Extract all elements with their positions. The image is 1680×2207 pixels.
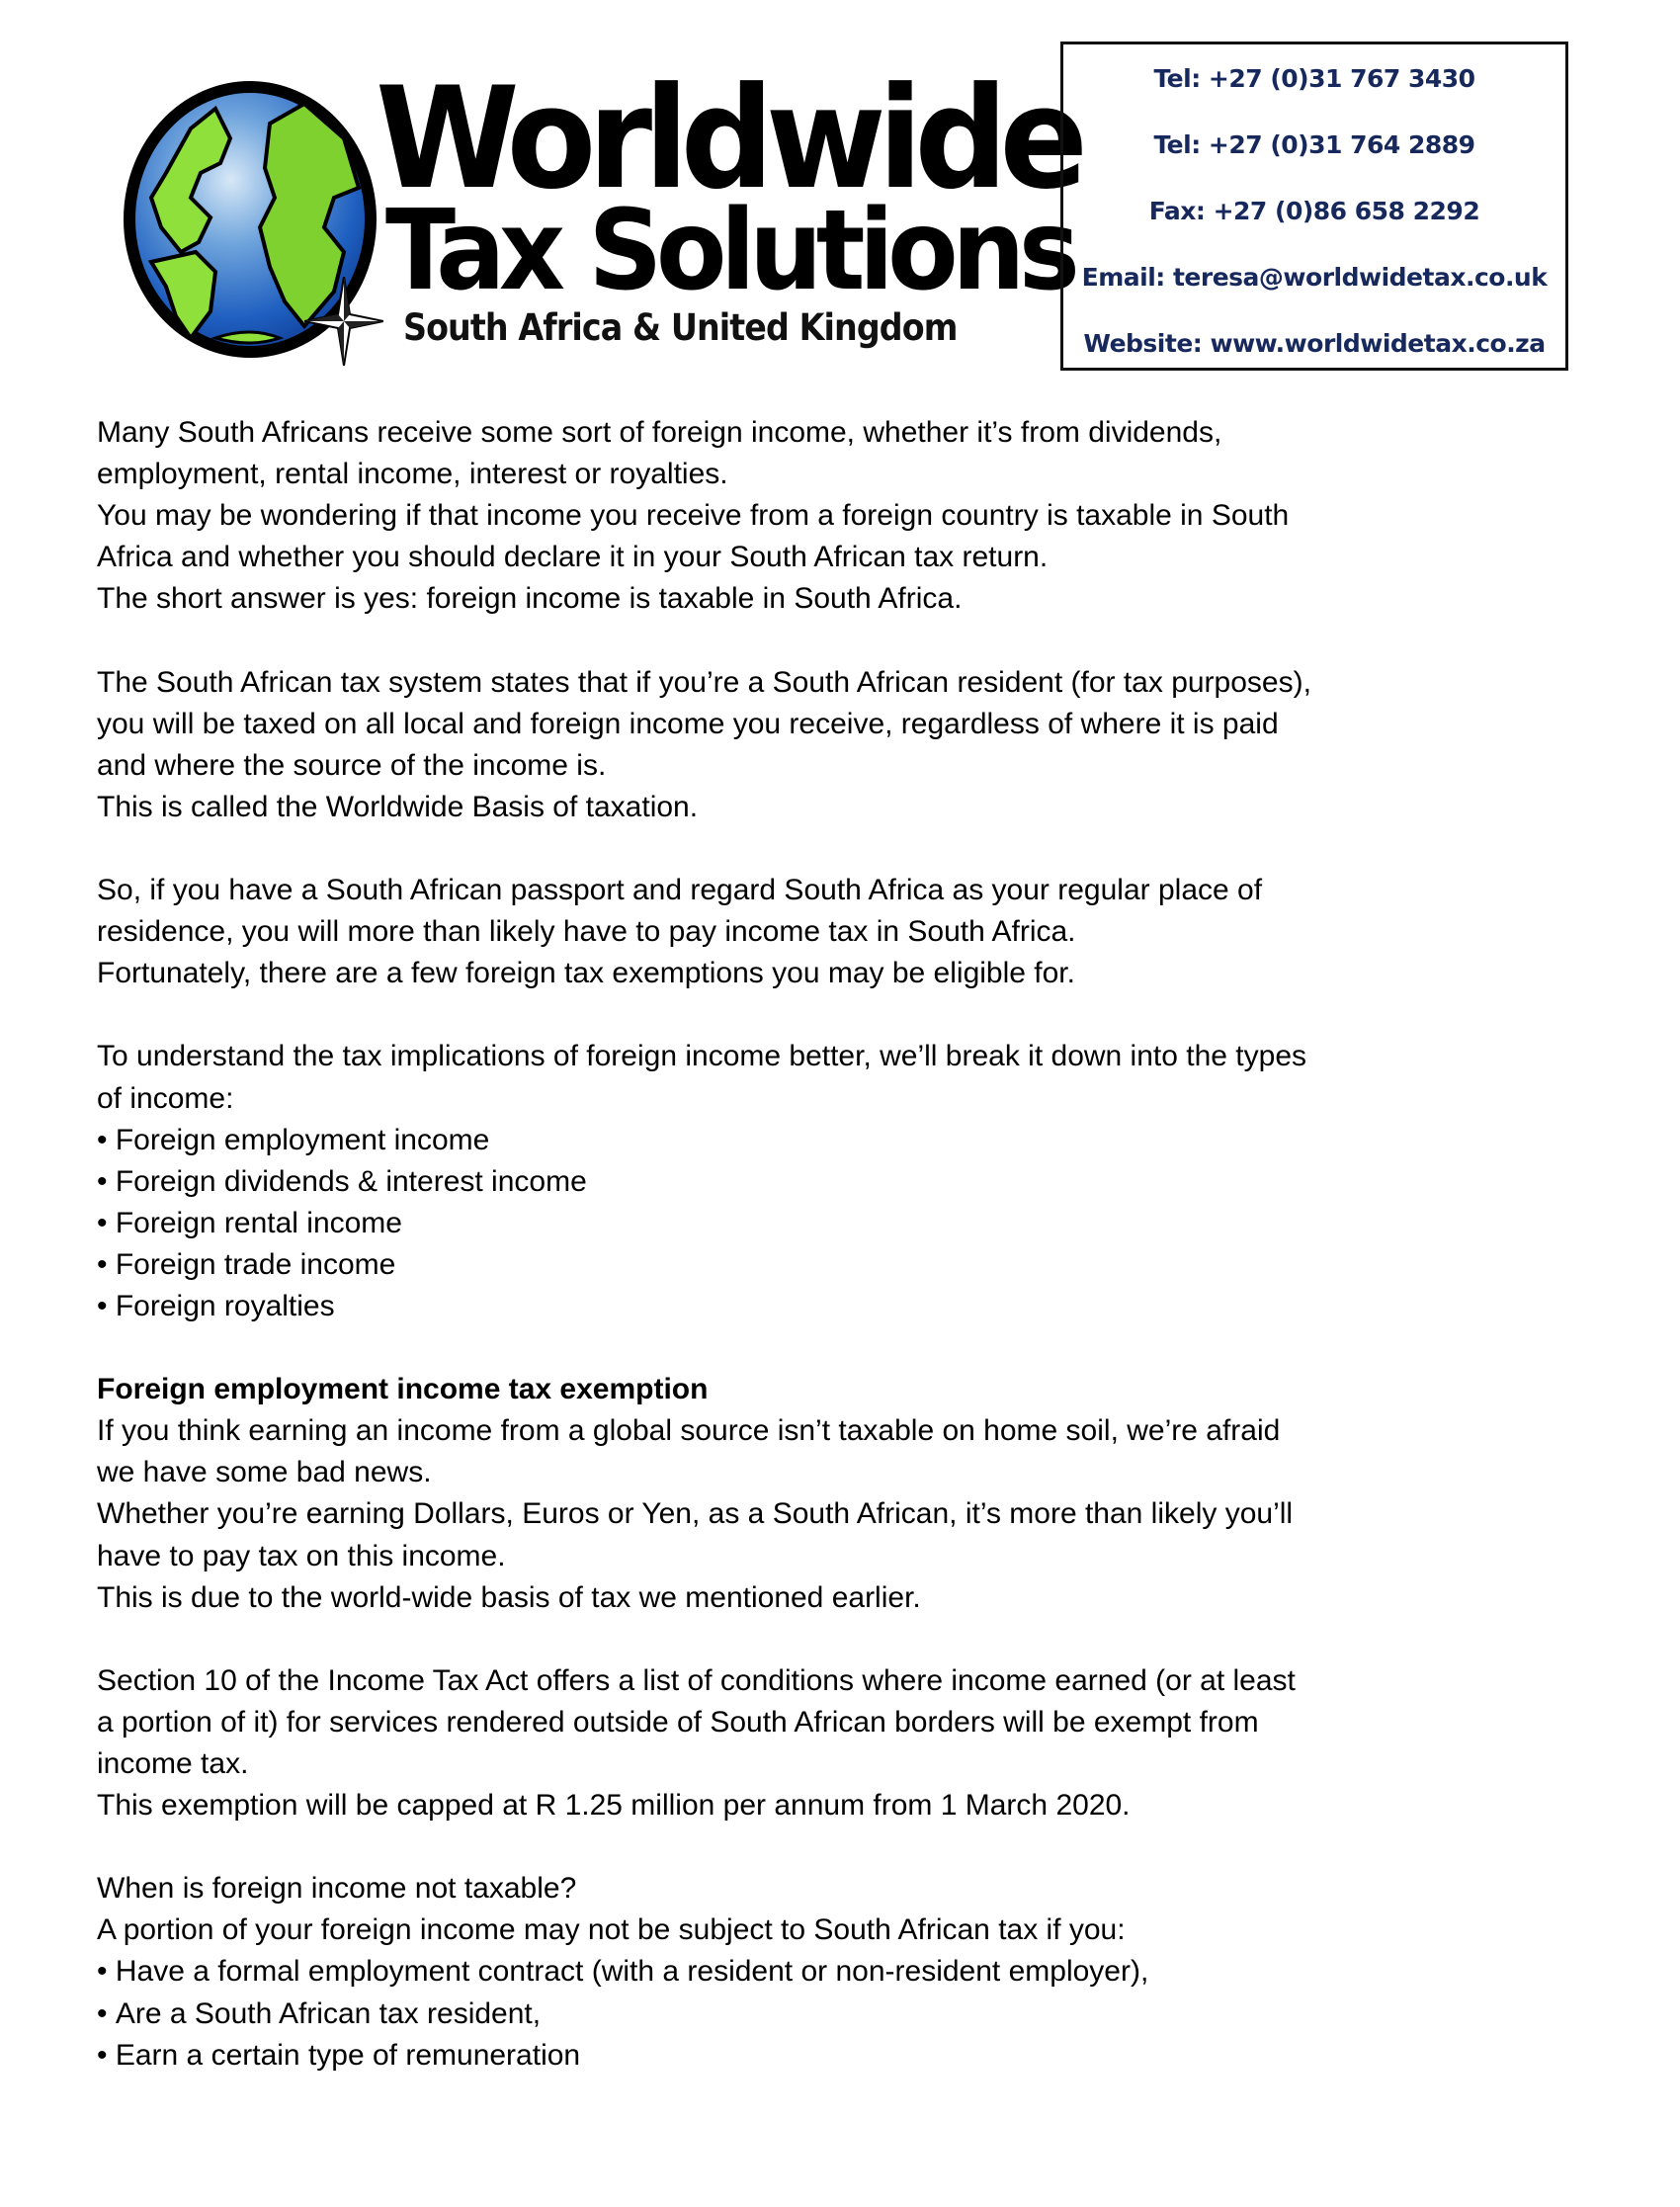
income-type-item: • Foreign dividends & interest income [97,1161,1619,1203]
section-heading: Foreign employment income tax exemption [97,1373,709,1406]
text-line: The short answer is yes: foreign income is taxable in South Africa. [97,582,963,616]
text-line: You may be wondering if that income you receive from a foreign country is taxable in South [97,499,1290,533]
contact-website[interactable]: Website: www.worldwidetax.co.za [1083,329,1546,358]
text-line: income tax. [97,1747,249,1780]
paragraph-intro [97,412,1619,620]
paragraph-gap [97,1619,1619,1660]
company-logo [117,57,1080,376]
text-line: This is called the Worldwide Basis of taxation. [97,790,699,823]
text-line: To understand the tax implications of foreign income better, we’ll break it down into the types [97,1040,1307,1073]
text-line: a portion of it) for services rendered outside of South African borders will be exempt from [97,1705,1259,1739]
text-line: If you think earning an income from a global source isn’t taxable on home soil, we’re afraid [97,1414,1281,1448]
article-body [97,412,1619,2077]
paragraph-gap [97,828,1619,870]
paragraph-income-types [97,1036,1619,1327]
paragraph-gap [97,994,1619,1036]
text-line: we have some bad news. [97,1456,432,1489]
text-line: residence, you will more than likely have to pay income tax in South Africa. [97,915,1076,949]
text-line: you will be taxed on all local and foreign income you receive, regardless of where it is paid [97,707,1279,740]
logo-title-worldwide: Worldwide [376,57,1080,220]
text-line: This is due to the world-wide basis of tax we mentioned earlier. [97,1580,921,1614]
income-type-item: • Foreign trade income [97,1244,1619,1286]
text-line: and where the source of the income is. [97,748,607,782]
compass-rose-icon [304,277,383,366]
text-line: have to pay tax on this income. [97,1539,506,1572]
condition-item: • Earn a certain type of remuneration [97,2035,1619,2077]
contact-fax: Fax: +27 (0)86 658 2292 [1148,197,1480,225]
paragraph-not-taxable [97,1868,1619,2076]
text-line: Fortunately, there are a few foreign tax exemptions you may be eligible for. [97,957,1075,990]
income-type-item: • Foreign employment income [97,1120,1619,1161]
text-line: employment, rental income, interest or royalties. [97,458,728,491]
income-type-item: • Foreign rental income [97,1203,1619,1244]
text-line: of income: [97,1081,234,1115]
paragraph-gap [97,1327,1619,1369]
logo-tagline: South Africa & United Kingdom [403,306,958,349]
contact-tel-2: Tel: +27 (0)31 764 2889 [1153,130,1475,159]
section-foreign-employment [97,1369,1619,1619]
text-line: The South African tax system states that if you’re a South African resident (for tax purposes), [97,665,1311,699]
paragraph-gap [97,1826,1619,1868]
text-line: Whether you’re earning Dollars, Euros or Yen, as a South African, it’s more than likely you’ll [97,1497,1294,1531]
paragraph-passport [97,870,1619,994]
text-line: This exemption will be capped at R 1.25 million per annum from 1 March 2020. [97,1789,1131,1823]
paragraph-gap [97,620,1619,661]
text-line: A portion of your foreign income may not be subject to South African tax if you: [97,1913,1126,1947]
text-line: When is foreign income not taxable? [97,1872,577,1906]
contact-box [1060,42,1568,371]
income-type-item: • Foreign royalties [97,1286,1619,1327]
text-line: Section 10 of the Income Tax Act offers a list of conditions where income earned (or at least [97,1663,1296,1697]
text-line: Africa and whether you should declare it in your South African tax return. [97,541,1049,574]
logo-title-tax-solutions: Tax Solutions [385,187,1074,315]
contact-tel-1: Tel: +27 (0)31 767 3430 [1153,64,1475,93]
condition-item: • Are a South African tax resident, [97,1994,1619,2035]
paragraph-section-10 [97,1660,1619,1826]
text-line: Many South Africans receive some sort of foreign income, whether it’s from dividends, [97,416,1222,449]
contact-email[interactable]: Email: teresa@worldwidetax.co.uk [1081,263,1548,292]
paragraph-tax-system [97,662,1619,828]
text-line: So, if you have a South African passport and regard South Africa as your regular place of [97,874,1263,907]
condition-item: • Have a formal employment contract (with a resident or non-resident employer), [97,1951,1619,1993]
